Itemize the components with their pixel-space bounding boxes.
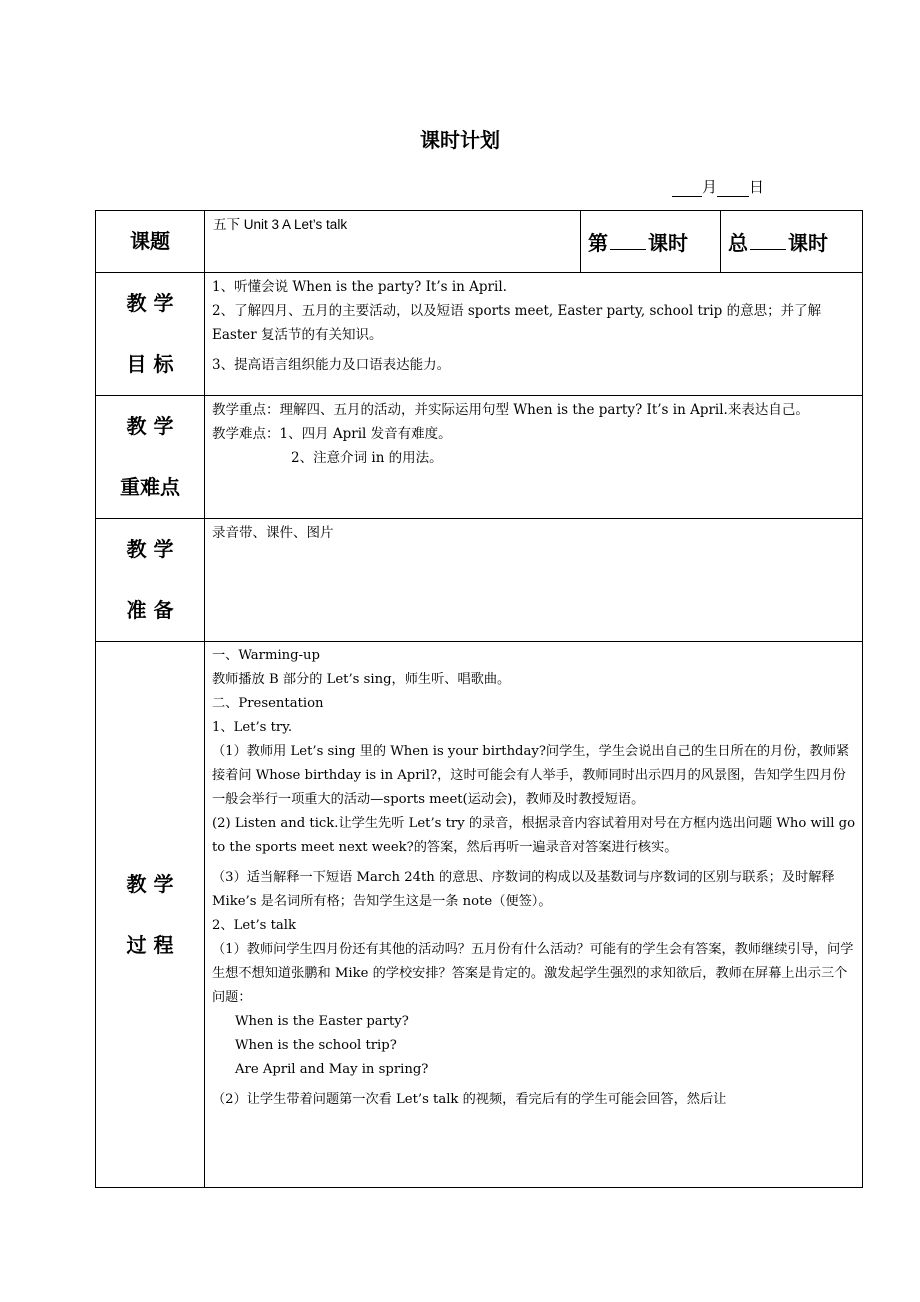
key-points-content — [205, 396, 863, 519]
process-line: （1）教师问学生四月份还有其他的活动吗？五月份有什么活动？可能有的学生会有答案，教师继续引导，问学生想不想知道张鹏和 Mike 的学校安排？答案是肯定的。激发起学生强烈的求知欲后，教师在屏幕上出示三个问题： — [212, 942, 854, 1005]
objectives-label — [96, 273, 205, 396]
process-line: 二、Presentation — [212, 696, 324, 711]
process-line: （2）让学生带着问题第一次看 Let’s talk 的视频，看完后有的学生可能会回答，然后让 — [212, 1092, 727, 1107]
process-line: 2、Let’s talk — [212, 918, 296, 933]
process-label — [96, 642, 205, 1188]
day-label: 日 — [749, 178, 765, 196]
objectives-row — [96, 273, 863, 396]
key-points-label — [96, 396, 205, 519]
lesson-number — [581, 211, 721, 273]
month-blank — [672, 181, 702, 197]
topic-value: 五下 Unit 3 A Let’s talk — [205, 211, 581, 273]
key-difficulty-1: 教学难点：1、四月 April 发音有难度。 — [212, 426, 452, 442]
total-blank — [750, 229, 786, 250]
process-line: (2) Listen and tick.让学生先听 Let’s try 的录音，根据录音内容试着用对号在方框内选出问题 Who will go to the sports meet next week?的答案，然后再听一遍录音对答案进行核实。 — [212, 816, 856, 855]
process-question: When is the school trip? — [235, 1038, 397, 1053]
page-title: 课时计划 — [420, 128, 500, 152]
process-line: （3）适当解释一下短语 March 24th 的意思、序数词的构成以及基数词与序数词的区别与联系；及时解释 Mike’s 是名词所有格；告知学生这是一条 note（便签）。 — [212, 870, 835, 909]
header-row — [96, 211, 863, 273]
process-label-2: 过 程 — [126, 932, 174, 957]
topic-label: 课题 — [96, 211, 205, 273]
preparation-row — [96, 519, 863, 642]
total-lessons — [721, 211, 863, 273]
total-prefix: 总 — [728, 231, 748, 255]
objective-item: 3、提高语言组织能力及口语表达能力。 — [212, 357, 451, 373]
day-blank — [717, 181, 749, 197]
objectives-label-2: 目 标 — [126, 352, 174, 376]
process-question: Are April and May in spring? — [235, 1062, 429, 1077]
process-line: 1、Let’s try. — [212, 720, 293, 735]
objectives-label-1: 教 学 — [126, 291, 174, 315]
month-label: 月 — [702, 178, 718, 196]
lesson-suffix: 课时 — [648, 231, 688, 255]
preparation-text: 录音带、课件、图片 — [212, 525, 334, 541]
process-line: 一、Warming-up — [212, 648, 320, 663]
process-line: （1）教师用 Let’s sing 里的 When is your birthday?问学生，学生会说出自己的生日所在的月份，教师紧接着问 Whose birthday is in April?，这时可能会有人举手，教师同时出示四月的风景图，告知学生四月份一般会举行一项重大的活动—sports meet(运动会)，教师及时教授短语。 — [212, 744, 850, 807]
process-line: 教师播放 B 部分的 Let’s sing，师生听、唱歌曲。 — [212, 672, 511, 687]
preparation-label-1: 教 学 — [126, 537, 174, 561]
lesson-plan-table — [95, 210, 863, 1188]
process-row — [96, 642, 863, 1188]
key-points-label-2: 重难点 — [120, 475, 180, 499]
key-focus: 教学重点：理解四、五月的活动，并实际运用句型 When is the party? It’s in April.来表达自己。 — [212, 402, 809, 418]
objective-item: 2、了解四月、五月的主要活动，以及短语 sports meet, Easter party, school trip 的意思；并了解Easter 复活节的有关知识。 — [212, 303, 822, 343]
preparation-label — [96, 519, 205, 642]
key-points-label-1: 教 学 — [126, 414, 174, 438]
total-suffix: 课时 — [788, 231, 828, 255]
process-question: When is the Easter party? — [235, 1014, 409, 1029]
process-label-1: 教 学 — [126, 871, 174, 896]
preparation-label-2: 准 备 — [126, 598, 174, 622]
lesson-prefix: 第 — [588, 231, 608, 255]
key-difficulty-2: 2、注意介词 in 的用法。 — [291, 450, 443, 466]
key-points-row — [96, 396, 863, 519]
date-line — [672, 176, 764, 197]
lesson-blank — [610, 229, 646, 250]
process-content — [205, 642, 863, 1188]
preparation-content — [205, 519, 863, 642]
objective-item: 1、听懂会说 When is the party? It’s in April. — [212, 279, 507, 295]
objectives-content — [205, 273, 863, 396]
